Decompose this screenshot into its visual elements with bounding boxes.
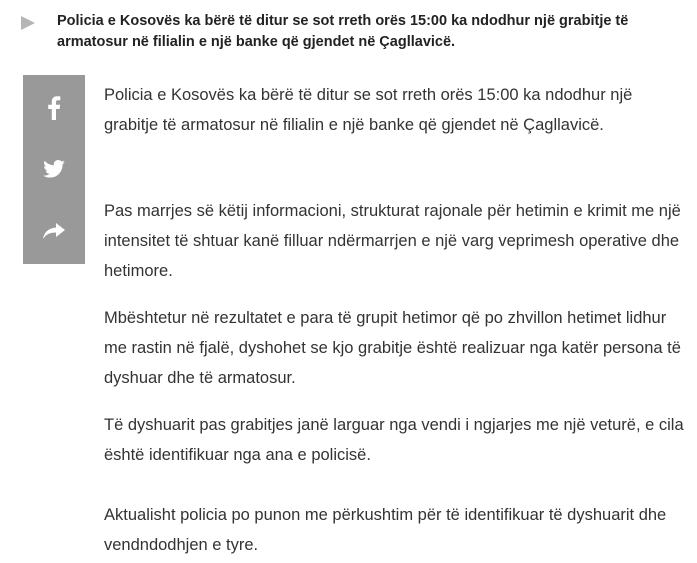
lead-text: Policia e Kosovës ka bërë të ditur se sot rreth orës 15:00 ka ndodhur një grabitje të armatosur në filialin e një banke që gjendet në Çagllavicë. [57,13,629,50]
twitter-share-button[interactable] [23,149,85,189]
paragraph-1: Policia e Kosovës ka bërë të ditur se sot rreth orës 15:00 ka ndodhur një grabitje të armatosur në filialin e një banke që gjendet në Çagllavicë. [104,86,633,134]
play-arrow-icon [21,16,35,30]
facebook-share-button[interactable] [23,88,85,128]
share-button[interactable] [23,211,85,251]
paragraph-4: Të dyshuarit pas grabitjes janë larguar nga vendi i ngjarjes me një veturë, e cila është identifikuar nga ana e policisë. [104,416,684,464]
article-lead [21,11,687,53]
share-icon [43,223,65,239]
facebook-icon [47,96,61,120]
twitter-icon [43,160,65,178]
paragraph-2: Pas marrjes së këtij informacioni, strukturat rajonale për hetimin e krimit me një intensitet të shtuar kanë filluar ndërmarrjen e një varg veprimesh operative dhe hetimore. [104,202,681,280]
share-bar [23,75,85,264]
paragraph-3: Mbështetur në rezultatet e para të grupit hetimor që po zhvillon hetimet lidhur me rastin në fjalë, dyshohet se kjo grabitje është realizuar nga katër persona të dyshuar dhe të armatosur. [104,309,681,387]
paragraph-5: Aktualisht policia po punon me përkushtim për të identifikuar të dyshuarit dhe vendndodhjen e tyre. [104,506,667,554]
